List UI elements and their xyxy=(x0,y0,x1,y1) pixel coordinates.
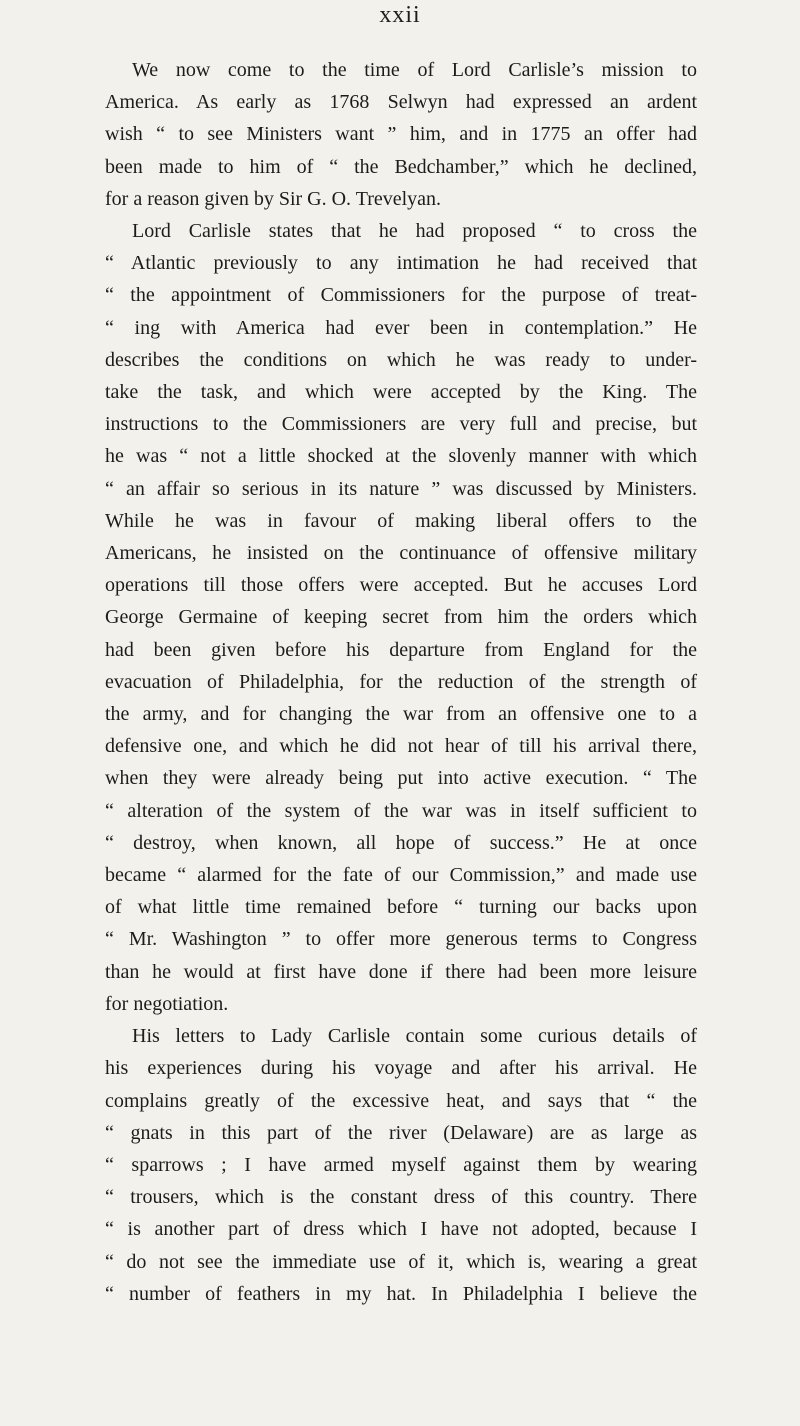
text-line: “ Mr. Washington ” to offer more generous terms to Congress xyxy=(105,928,697,951)
text-line: His letters to Lady Carlisle contain some curious details of xyxy=(132,1025,697,1048)
text-line: While he was in favour of making liberal offers to the xyxy=(105,509,697,532)
text-line: than he would at first have done if there had been more leisure xyxy=(105,960,697,983)
paragraph xyxy=(105,1020,697,1310)
text-line: defensive one, and which he did not hear of till his arrival there, xyxy=(105,735,697,758)
text-line: “ destroy, when known, all hope of success.” He at once xyxy=(105,831,697,854)
text-line: he was “ not a little shocked at the slovenly manner with which xyxy=(105,445,697,468)
text-line: “ alteration of the system of the war was in itself sufficient to xyxy=(105,799,697,822)
text-line: wish “ to see Ministers want ” him, and in 1775 an offer had xyxy=(105,123,697,146)
text-line: the army, and for changing the war from an offensive one to a xyxy=(105,703,697,726)
text-line: for negotiation. xyxy=(105,992,229,1015)
text-line: “ ing with America had ever been in contemplation.” He xyxy=(105,316,697,339)
text-line: had been given before his departure from England for the xyxy=(105,638,697,661)
text-line: Americans, he insisted on the continuance of offensive military xyxy=(105,542,697,565)
text-line: “ Atlantic previously to any intimation he had received that xyxy=(105,252,697,275)
text-line: evacuation of Philadelphia, for the reduction of the strength of xyxy=(105,670,697,693)
text-line: complains greatly of the excessive heat, and says that “ the xyxy=(105,1089,697,1112)
text-line: “ sparrows ; I have armed myself against them by wearing xyxy=(105,1153,697,1176)
text-line: been made to him of “ the Bedchamber,” which he declined, xyxy=(105,155,697,178)
text-line: “ gnats in this part of the river (Delaware) are as large as xyxy=(105,1121,697,1144)
paragraph xyxy=(105,215,697,1020)
text-line: take the task, and which were accepted by the King. The xyxy=(105,381,697,404)
paragraph xyxy=(105,54,697,215)
text-line: “ do not see the immediate use of it, which is, wearing a great xyxy=(105,1250,697,1273)
text-line: “ an affair so serious in its nature ” was discussed by Ministers. xyxy=(105,477,697,500)
text-line: his experiences during his voyage and after his arrival. He xyxy=(105,1057,697,1080)
text-line: became “ alarmed for the fate of our Commission,” and made use xyxy=(105,864,697,887)
text-line: instructions to the Commissioners are very full and precise, but xyxy=(105,413,697,436)
page-number: xxii xyxy=(379,2,421,28)
text-line: for a reason given by Sir G. O. Trevelyan. xyxy=(105,187,442,210)
text-line: America. As early as 1768 Selwyn had expressed an ardent xyxy=(105,91,697,114)
text-line: when they were already being put into active execution. “ The xyxy=(105,767,697,790)
text-line: “ number of feathers in my hat. In Philadelphia I believe the xyxy=(105,1282,697,1305)
body-text xyxy=(105,54,697,1310)
text-line: “ is another part of dress which I have not adopted, because I xyxy=(105,1218,697,1241)
text-line: “ trousers, which is the constant dress of this country. There xyxy=(105,1186,697,1209)
text-line: Lord Carlisle states that he had proposed “ to cross the xyxy=(132,220,697,243)
text-line: “ the appointment of Commissioners for the purpose of treat- xyxy=(105,284,697,307)
text-line: We now come to the time of Lord Carlisle’s mission to xyxy=(132,59,697,81)
text-line: operations till those offers were accepted. But he accuses Lord xyxy=(105,574,697,597)
text-line: of what little time remained before “ turning our backs upon xyxy=(105,896,697,919)
text-line: describes the conditions on which he was ready to under- xyxy=(105,348,697,371)
text-line: George Germaine of keeping secret from him the orders which xyxy=(105,606,697,629)
